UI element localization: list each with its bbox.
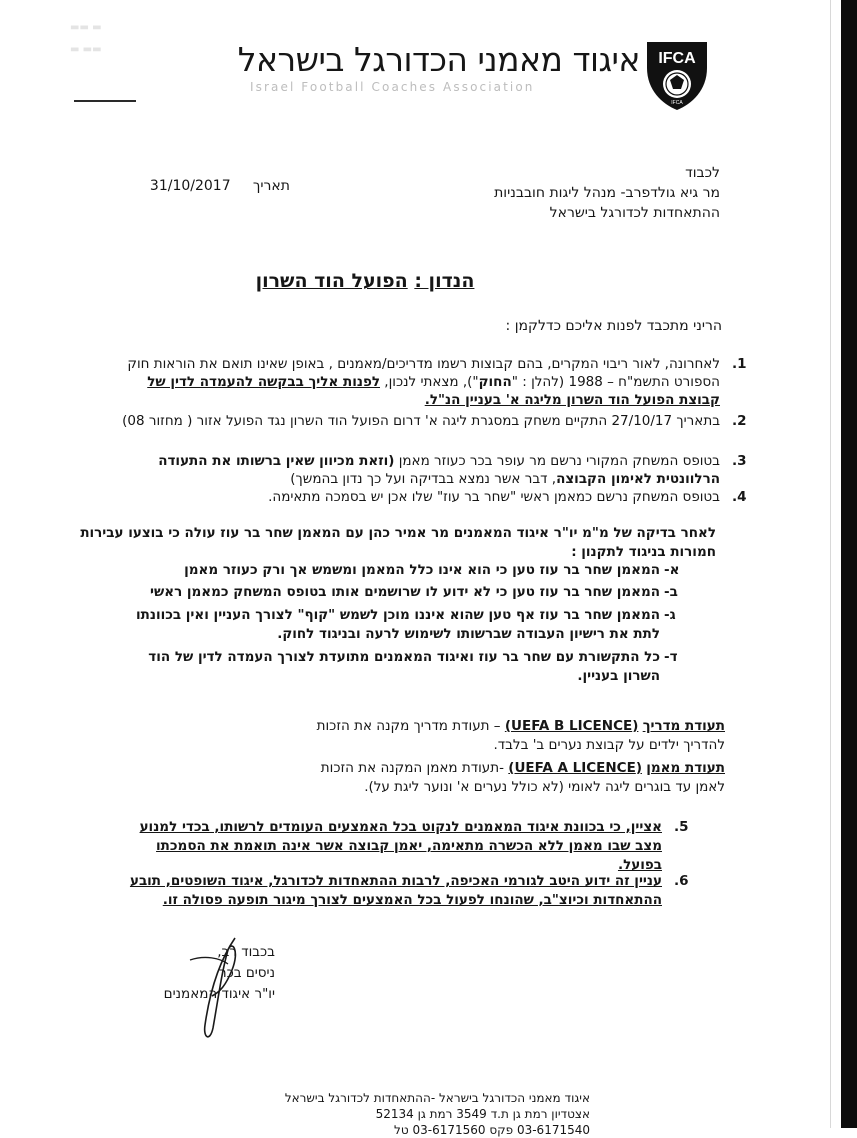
item-text: בטופס המשחק נרשם כמאמן ראשי "שחר בר עוז" שלו אכן יש בסמכה מתאימה. xyxy=(268,489,720,505)
item-text: לאחרונה, לאור ריבוי המקרים, בהם קבוצות רשמו מדריכים/מאמנים , באופן שאינו תואם את הוראות חוק הספורט התשמ"ח – 1988 (להלן : " xyxy=(127,356,720,390)
item-number: 6. xyxy=(674,873,689,889)
finding-item xyxy=(120,583,678,602)
paragraph-item xyxy=(112,872,689,910)
signature-stroke xyxy=(190,957,228,964)
intro-line: הריני מתכבד לפנות אליכם כדלקמן : xyxy=(505,318,722,334)
signature-line: יו"ר איגוד המאמנים xyxy=(163,986,275,1002)
paragraph-item xyxy=(112,488,747,506)
finding-text: המאמן שחר בר עוז אף טען שהוא איננו מוכן לשמש "קוף" לצורך העניין ואין בכוונתו לתת את רישיון העבודה שברשותו לשימוש לרעה ובניגוד לחוק. xyxy=(135,607,660,642)
paragraph-item xyxy=(112,452,747,488)
item-text: , דבר אשר נמצא בבדיקה ועל כך נדון בהמשך) xyxy=(290,471,557,487)
paragraph-item xyxy=(112,412,747,430)
license-entry xyxy=(300,717,725,755)
item-text-bold: (וזאת מכיוון שאין ברשותו את התעודה הרלוונטית לאימון הקבוצה xyxy=(158,453,720,487)
item-number: 4. xyxy=(732,489,747,505)
finding-letter: ב- xyxy=(664,584,678,600)
check-paragraph: לאחר בדיקה של מ"מ יו"ר איגוד המאמנים מר אמיר כהן עם המאמן שחר בר עוז עולה כי בוצעו עבירות חמורות בניגוד לתקנון : xyxy=(80,525,716,560)
scan-artifact: ▬▬ ▬ xyxy=(70,22,102,33)
item-text: אציין, כי בכוונת איגוד המאמנים לנקוט בכל האמצעים העומדים לרשותו, בכדי למנוע מצב שבו מאמן ללא הכשרה מתאימה, יאמן קבוצה אשר אינה תואמת את הסמכתו בפועל. xyxy=(139,819,662,873)
subject-line xyxy=(200,270,530,292)
signature-stroke xyxy=(205,938,236,1037)
subject-prefix: הנדון : xyxy=(414,270,475,292)
addressee-line: לכבוד xyxy=(685,165,720,181)
scan-mark-line xyxy=(74,100,136,102)
item-text: "), מצאתי לנכון, xyxy=(380,374,479,390)
license-entry xyxy=(300,759,725,797)
license-code: (UEFA A LICENCE) xyxy=(508,760,642,776)
paragraph-item xyxy=(112,355,747,409)
finding-text: כל התקשורת עם שחר בר עוז ואיגוד המאמנים מתועדת לצורך העמדה לדין של הוד השרון בעניין. xyxy=(148,649,660,684)
finding-letter: ג- xyxy=(664,607,676,623)
footer-line: איגוד מאמני הכדורגל בישראל -ההתאחדות לכדורגל בישראל xyxy=(284,1091,590,1105)
date-value: 31/10/2017 xyxy=(149,178,231,194)
license-title: תעודת מאמן xyxy=(646,760,725,776)
item-text-emphasis: לפנות אליך בבקשה להעמדה לדין של קבוצת הפועל הוד השרון מליגה א' בעניין הנ"ל. xyxy=(147,374,720,408)
paragraph-item xyxy=(112,818,689,875)
signature-line: בכבוד רב, xyxy=(217,944,275,960)
ifca-logo xyxy=(644,38,710,112)
footer xyxy=(240,1090,590,1138)
finding-letter: א- xyxy=(664,562,680,578)
signature-line: ניסים בכר xyxy=(218,965,275,981)
scan-artifact: ▬ ▬▬ xyxy=(70,44,102,55)
item-number: 1. xyxy=(732,356,747,372)
item-number: 3. xyxy=(732,453,747,469)
addressee-block xyxy=(330,163,720,223)
finding-letter: ד- xyxy=(664,649,678,665)
scan-edge xyxy=(841,0,857,1128)
addressee-line: מר גיא גולדפרב- מנהל ליגות חובבניות xyxy=(494,185,720,201)
org-title: איגוד מאמני הכדורגל בישראל xyxy=(237,40,640,79)
org-english-text: Israel Football Coaches Association xyxy=(250,80,535,94)
org-english-name xyxy=(250,80,640,94)
license-desc: -תעודת מאמן המקנה את הזכות לאמן עד בוגרים ליגה לאומי (לא כולל נערים א' ונוער ליגת על). xyxy=(320,760,725,795)
finding-item xyxy=(120,561,680,580)
item-text: עניין זה ידוע היטב לגורמי האכיפה, לרבות ההתאחדות לכדורגל, איגוד השופטים, תובע ההתאחדות וכיוצ"ב, שהונחו לפעול בכל האמצעים לצורך מיגור תופעה פסולה זו. xyxy=(129,873,662,908)
item-number: 5. xyxy=(674,819,689,835)
finding-text: המאמן שחר בר עוז טען כי לא ידוע לו שרושמים אותו בטופס המשחק כמאמן ראשי xyxy=(150,584,660,600)
finding-item xyxy=(120,648,678,686)
addressee-line: ההתאחדות לכדורגל בישראל xyxy=(549,205,720,221)
footer-line: 03-6171540 פקס 03-6171560 טל xyxy=(394,1123,590,1137)
scan-edge-line xyxy=(830,0,831,1128)
handwritten-signature xyxy=(150,930,270,1050)
date-line xyxy=(120,178,290,194)
date-label: תאריך xyxy=(252,178,290,194)
license-desc: – תעודת מדריך מקנה את הזכות להדריך ילדים על קבוצת נערים ב' בלבד. xyxy=(316,718,725,753)
logo-text: IFCA xyxy=(658,50,696,67)
item-text-law: החוק xyxy=(478,374,512,390)
finding-item xyxy=(120,606,676,644)
logo-ball-text: IFCA xyxy=(671,100,683,106)
finding-text: המאמן שחר בר עוז טען כי הוא אינו כלל המאמן ומשמש אך ורק כעוזר מאמן xyxy=(184,562,660,578)
item-text: בתאריך 27/10/17 התקיים משחק במסגרת ליגה א' דרום הפועל הוד השרון נגד הפועל אזור ( מחזור 08) xyxy=(122,413,720,429)
item-number: 2. xyxy=(732,413,747,429)
license-title: תעודת מדריך xyxy=(642,718,725,734)
item-text: בטופס המשחק המקורי נרשם מר עופר בכר כעוזר מאמן xyxy=(394,453,720,469)
license-code: (UEFA B LICENCE) xyxy=(504,718,639,734)
subject-text: הפועל הוד השרון xyxy=(255,270,408,292)
footer-line: אצטדיון רמת גן ת.ד 3549 רמת גן 52134 xyxy=(375,1107,590,1121)
